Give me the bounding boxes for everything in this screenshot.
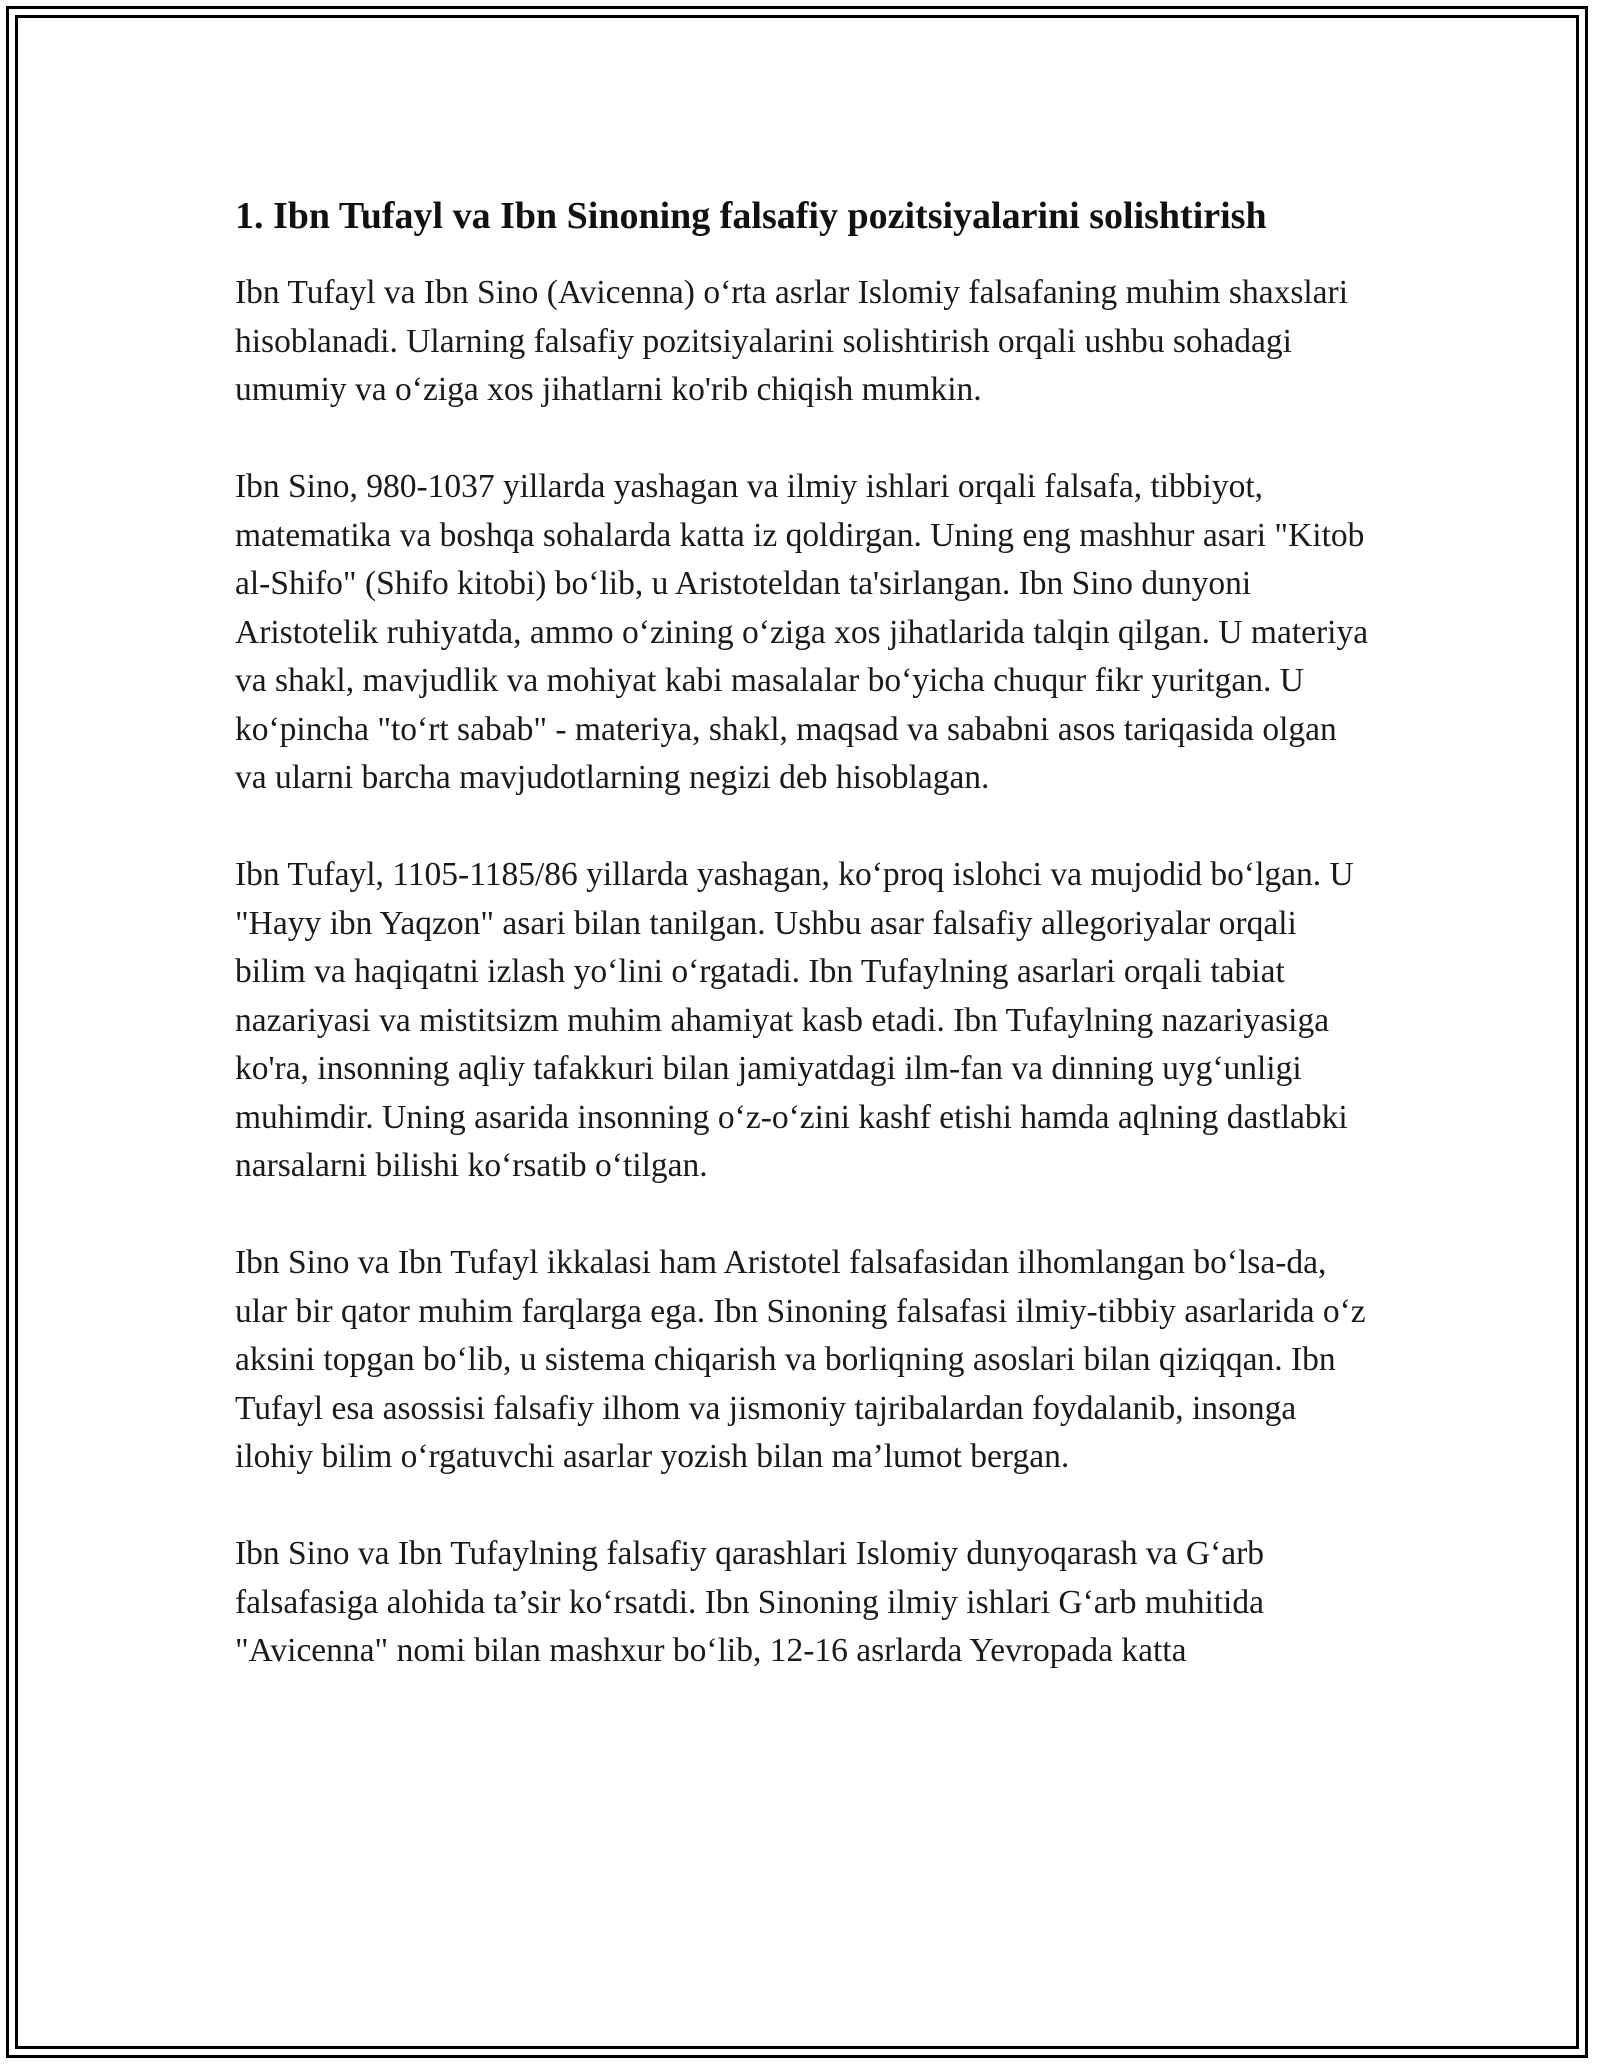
section-heading: 1. Ibn Tufayl va Ibn Sinoning falsafiy pozitsiyalarini solishtirish <box>235 195 1267 237</box>
paragraph-influence: Ibn Sino va Ibn Tufaylning falsafiy qarashlari Islomiy dunyoqarash va G‘arb falsafasiga alohida ta’sir ko‘rsatdi. Ibn Sinoning ilmiy ishlari G‘arb muhitida "Avicenna" nomi bilan mashxur bo‘lib, 12-16 asrlarda Yevropada katta <box>235 1535 1264 1669</box>
paragraph-comparison: Ibn Sino va Ibn Tufayl ikkalasi ham Aristotel falsafasidan ilhomlangan bo‘lsa-da, ular bir qator muhim farqlarga ega. Ibn Sinoning falsafasi ilmiy-tibbiy asarlarida o‘z aksini topgan bo‘lib, u sistema chiqarish va borliqning asoslari bilan qiziqqan. Ibn Tufayl esa asossisi falsafiy ilhom va jismoniy tajribalardan foydalanib, insonga ilohiy bilim o‘rgatuvchi asarlar yozish bilan ma’lumot bergan. <box>235 1244 1366 1475</box>
paragraph-ibn-tufayl: Ibn Tufayl, 1105-1185/86 yillarda yashagan, ko‘proq islohci va mujodid bo‘lgan. U "Hayy ibn Yaqzon" asari bilan tanilgan. Ushbu asar falsafiy allegoriyalar orqali bilim va haqiqatni izlash yo‘lini o‘rgatadi. Ibn Tufaylning asarlari orqali tabiat nazariyasi va mistitsizm muhim ahamiyat kasb etadi. Ibn Tufaylning nazariyasiga ko'ra, insonning aqliy tafakkuri bilan jamiyatdagi ilm-fan va dinning uyg‘unligi muhimdir. Uning asarida insonning o‘z-o‘zini kashf etishi hamda aqlning dastlabki narsalarni bilishi ko‘rsatib o‘tilgan. <box>235 856 1354 1184</box>
paragraph-ibn-sino: Ibn Sino, 980-1037 yillarda yashagan va ilmiy ishlari orqali falsafa, tibbiyot, matematika va boshqa sohalarda katta iz qoldirgan. Uning eng mashhur asari "Kitob al-Shifo" (Shifo kitobi) bo‘lib, u Aristoteldan ta'sirlangan. Ibn Sino dunyoni Aristotelik ruhiyatda, ammo o‘zining o‘ziga xos jihatlarida talqin qilgan. U materiya va shakl, mavjudlik va mohiyat kabi masalalar bo‘yicha chuqur fikr yuritgan. U ko‘pincha "to‘rt sabab" - materiya, shakl, maqsad va sababni asos tariqasida olgan va ularni barcha mavjudotlarning negizi deb hisoblagan. <box>235 468 1369 796</box>
paragraph-intro: Ibn Tufayl va Ibn Sino (Avicenna) o‘rta asrlar Islomiy falsafaning muhim shaxslari hisoblanadi. Ularning falsafiy pozitsiyalarini solishtirish orqali ushbu sohadagi umumiy va o‘ziga xos jihatlarni ko'rib chiqish mumkin. <box>235 274 1349 408</box>
document-body <box>235 190 1370 1724</box>
